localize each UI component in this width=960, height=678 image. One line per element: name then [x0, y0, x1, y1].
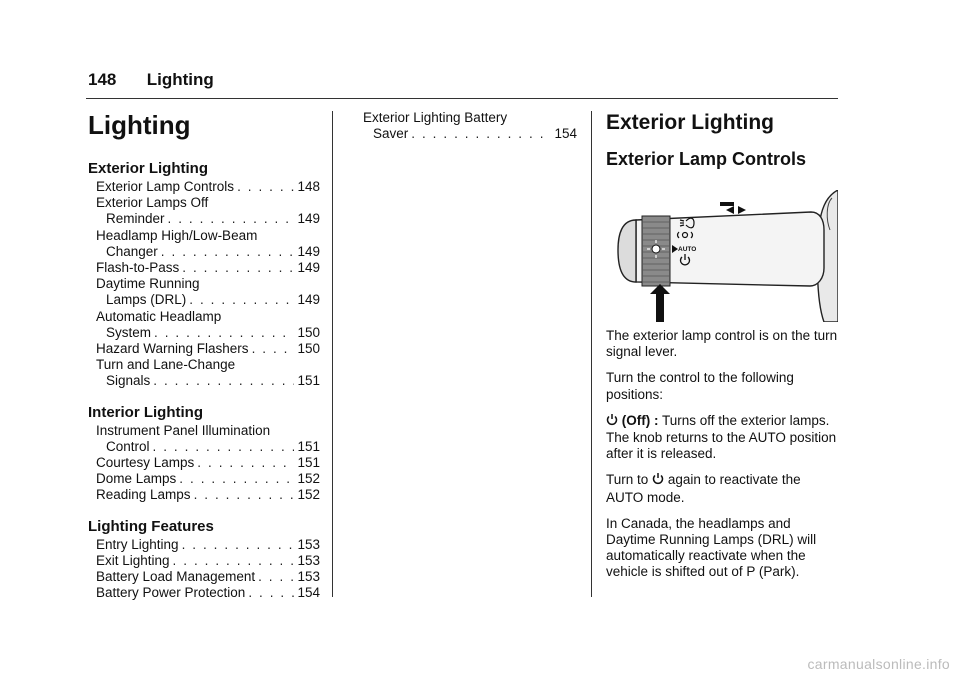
toc-entry-text: Entry Lighting [96, 536, 179, 552]
reactivate-text-a: Turn to [606, 472, 649, 488]
toc-entry-row [96, 553, 320, 569]
header-rule [86, 98, 838, 99]
toc-section-title[interactable]: Lighting Features [88, 517, 214, 535]
toc-entry[interactable] [88, 487, 320, 503]
toc-section-title[interactable]: Exterior Lighting [88, 160, 208, 177]
toc-page-number: 154 [297, 585, 320, 601]
toc-page-number: 154 [554, 126, 577, 142]
toc-page-number: 151 [297, 455, 320, 471]
power-off-icon [606, 413, 618, 430]
subsection-heading: Exterior Lamp Controls [606, 149, 807, 169]
toc-entry-row [96, 569, 320, 585]
dot-leader [248, 585, 294, 601]
lamp-control-figure [606, 190, 838, 322]
toc-entry-row [96, 211, 320, 227]
toc-entry-text: Turn and Lane-Change [96, 357, 236, 373]
toc-entry-text: Daytime Running [96, 276, 200, 292]
toc-entry-row [96, 487, 320, 503]
reactivate-text-c: AUTO mode. [606, 489, 685, 505]
dot-leader [153, 373, 294, 389]
toc-entry-row [96, 585, 320, 601]
toc-entry-row [96, 455, 320, 471]
toc-entry-row [96, 471, 320, 487]
toc-entry-text: System [106, 324, 152, 340]
toc-entry-text: Saver [373, 126, 409, 142]
dot-leader [252, 341, 295, 357]
toc-entry-text: Exit Lighting [96, 552, 170, 568]
toc-entry-row [96, 260, 320, 276]
off-text: Turns off the exterior lamps. The knob returns to the AUTO position after it is released. [606, 412, 837, 462]
toc-entry[interactable] [88, 569, 320, 585]
power-off-icon [652, 472, 664, 489]
toc-entry-text: Courtesy Lamps [96, 455, 195, 471]
toc-entry-text: Exterior Lighting Battery [363, 110, 508, 125]
toc-continued [355, 110, 577, 142]
toc-entry-row [96, 439, 320, 455]
toc-entry-text: Dome Lamps [96, 471, 177, 487]
dot-leader [237, 179, 294, 195]
toc-entry[interactable] [88, 276, 320, 308]
toc-entry[interactable] [88, 423, 320, 455]
toc-continued-column [355, 110, 577, 142]
dot-leader [197, 455, 294, 471]
toc-entry[interactable] [88, 455, 320, 471]
up-arrow-icon [650, 284, 670, 322]
dot-leader [194, 487, 295, 503]
toc-entry-text: Changer [106, 243, 158, 259]
dot-leader [153, 439, 295, 455]
toc-entry-text: Exterior Lamps Off [96, 195, 209, 211]
dot-leader [173, 553, 295, 569]
toc-page-number: 153 [297, 552, 320, 568]
toc-entry-text: Signals [106, 373, 151, 389]
toc-page-number: 149 [297, 292, 320, 308]
off-paragraph [606, 413, 838, 463]
toc-page-number: 151 [297, 438, 320, 454]
toc-entry[interactable] [88, 260, 320, 276]
toc-entry-row [363, 126, 577, 142]
toc-entry[interactable] [88, 341, 320, 357]
watermark: carmanualsonline.info [807, 656, 950, 672]
off-label: (Off) : [621, 412, 659, 428]
toc-entry-text: Battery Power Protection [96, 585, 246, 601]
toc-entry-text: Hazard Warning Flashers [96, 341, 249, 357]
toc-section-title[interactable]: Interior Lighting [88, 403, 203, 421]
toc-page-number: 152 [297, 487, 320, 503]
toc-entry-row [96, 537, 320, 553]
dot-leader [258, 569, 294, 585]
toc-entry-row [96, 325, 320, 341]
toc-page-number: 149 [297, 260, 320, 276]
toc-column [88, 110, 320, 601]
toc-page-number: 153 [297, 569, 320, 585]
dot-leader [168, 211, 295, 227]
dot-leader [154, 325, 294, 341]
toc-entry-text: Battery Load Management [96, 569, 256, 585]
toc-page-number: 149 [297, 211, 320, 227]
toc-page-number: 151 [297, 373, 320, 389]
column-divider [591, 111, 592, 597]
page-number: 148 [88, 70, 117, 89]
toc-entry[interactable] [88, 537, 320, 553]
toc-entry-row [96, 341, 320, 357]
header [88, 70, 214, 90]
dot-leader [179, 471, 294, 487]
toc-entry-text: Reminder [106, 211, 165, 227]
dot-leader [189, 292, 294, 308]
turn-signal-lever-illustration [606, 190, 838, 322]
toc-entry-text: Instrument Panel Illumination [96, 422, 271, 438]
toc-entry-text: Headlamp High/Low-Beam [96, 227, 258, 243]
reactivate-paragraph [606, 472, 838, 505]
auto-label: AUTO [678, 246, 697, 253]
toc-page-number: 152 [297, 471, 320, 487]
toc-page-number: 150 [297, 324, 320, 340]
toc-entry-text: Lamps (DRL) [106, 292, 187, 308]
toc-page-number: 149 [297, 243, 320, 259]
dot-leader [182, 260, 294, 276]
paragraph: The exterior lamp control is on the turn signal lever. [606, 328, 838, 360]
column-divider [332, 111, 333, 597]
dot-leader [161, 244, 295, 260]
toc-entry[interactable] [88, 179, 320, 195]
toc-entry[interactable] [355, 110, 577, 142]
paragraph: Turn the control to the following positions: [606, 370, 794, 402]
toc-entry[interactable] [88, 471, 320, 487]
toc-sections [88, 160, 320, 601]
toc-entry-row [96, 292, 320, 308]
toc-entry[interactable] [88, 309, 320, 341]
toc-page-number: 150 [297, 341, 320, 357]
toc-entry[interactable] [88, 553, 320, 569]
toc-page-number: 153 [297, 536, 320, 552]
toc-entry-text: Reading Lamps [96, 487, 191, 503]
toc-title: Lighting [88, 110, 191, 140]
paragraph: In Canada, the headlamps and Daytime Running Lamps (DRL) will automatically reactivate when the vehicle is shifted out of P (Park). [606, 515, 817, 580]
toc-entry-row [96, 244, 320, 260]
dot-leader [411, 126, 551, 142]
toc-entry-text: Automatic Headlamp [96, 308, 222, 324]
toc-entry-text: Flash-to-Pass [96, 260, 180, 276]
toc-entry-text: Exterior Lamp Controls [96, 179, 235, 194]
toc-entry-row [96, 373, 320, 389]
toc-entry[interactable] [88, 195, 320, 227]
toc-entry-text: Control [106, 438, 150, 454]
dot-leader [182, 537, 295, 553]
toc-entry-row [96, 179, 320, 195]
toc-entry[interactable] [88, 357, 320, 389]
section-heading: Exterior Lighting [606, 111, 774, 134]
reactivate-text-b: again to reactivate the [667, 472, 801, 488]
toc-page-number: 148 [297, 179, 320, 194]
chapter-title: Lighting [146, 70, 214, 89]
content-column [606, 110, 838, 591]
toc-entry[interactable] [88, 585, 320, 601]
toc-entry[interactable] [88, 228, 320, 260]
